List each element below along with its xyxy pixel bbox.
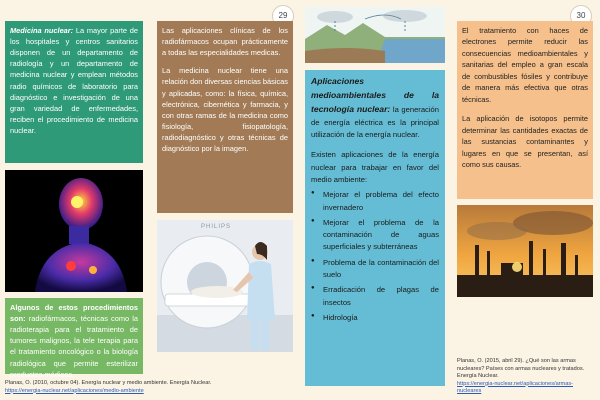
ct-scanner-image (157, 220, 293, 352)
reference-right (457, 358, 595, 396)
page-number-right: 30 (570, 5, 592, 27)
scanner-brand-label: PHILIPS (201, 224, 232, 230)
environment-list (311, 189, 439, 324)
treatment-para1: El tratamiento con haces de electrones permite reducir las consecuencias medioambientales y sanitarias del empleo a gran escala de combustibles fósiles y contribuye de manera más efectiva que otras técnicas. (462, 26, 588, 104)
list-item: ● Erradicación de plagas de insectos (311, 284, 439, 309)
clinical-applications-para2: La medicina nuclear tiene una relación don diversas ciencias básicas y aplicadas, como: la física, química, electrónica, cibernética y farmacia, y con otras ramas de la medicina como fisiología, fisiopatología, radiodiagnóstico y otras técnicas de diagnóstico por la imagen. (162, 66, 288, 154)
nuclear-medicine-text: La mayor parte de los hospitales y centros sanitarios disponen de un departamento de radiología y un departamento de medicina nuclear y emplean métodos radio químicos de laboratorio para diagnóstico e investigación de una gran variedad de enfermedades, reciben el procedimiento de medicina nuclear. (10, 26, 138, 135)
clinical-applications-para1: Las aplicaciones clínicas de los radiofármacos ocupan prácticamente a todas las especialidades medicas. (162, 26, 288, 58)
reference-right-text: Planas, O. (2015, abril 29). ¿Qué son las armas nucleares? Países con armas nucleares y tratados. Energía Nuclear. (457, 358, 585, 380)
right-page (300, 0, 600, 400)
procedures-lead: Algunos de estos procedimientos son: (10, 303, 138, 324)
environment-intro: Existen aplicaciones de la energía nuclear para trabajar en favor del medio ambiente: (311, 150, 439, 184)
water-cycle-image (305, 7, 445, 63)
nuclear-medicine-box (5, 21, 143, 163)
list-item: ● Problema de la contaminación del suelo (311, 257, 439, 282)
environment-heading-rest: la generación de energía eléctrica es la principal utilización de la energía nuclear. (311, 104, 439, 140)
reference-right-link[interactable]: https://energia-nuclear.net/aplicaciones/armas-nucleares (457, 380, 573, 395)
electron-treatment-box (457, 21, 593, 199)
reference-left-link[interactable]: https://energia-nuclear.net/aplicaciones/medio-ambiente (5, 387, 144, 394)
procedures-box (5, 298, 143, 379)
treatment-para2: La aplicación de isotopos permite determinar las cantidades exactas de las sustancias contaminantes y lugares en que se presentan, así como sus causas. (462, 114, 588, 170)
list-item: ● Mejorar el problema de la contaminación de aguas superficiales y subterráneas (311, 217, 439, 254)
reference-left-text: Planas, O. (2010, octubre 04). Energía nuclear y medio ambiente. Energía Nuclear. (5, 380, 212, 386)
pet-scan-image (5, 170, 143, 292)
industrial-plant-image (457, 205, 593, 297)
clinical-applications-box (157, 21, 293, 213)
list-item: ● Hidrología (311, 312, 439, 324)
nuclear-medicine-term: Medicina nuclear: (10, 26, 74, 35)
reference-left (5, 380, 265, 395)
page-number-left: 29 (272, 5, 294, 27)
environment-heading: Aplicaciones medioambientales de la tecnología nuclear: (311, 76, 439, 114)
environmental-applications-box (305, 70, 445, 386)
list-item: ● Mejorar el problema del efecto invernadero (311, 189, 439, 214)
procedures-text: radiofármacos, técnicas como la radioterapia para el tratamiento de tumores malignos, la tele terapia para el tratamiento oncológico o la biología radiológica que permite esterilizar productos médicos. (10, 314, 138, 379)
